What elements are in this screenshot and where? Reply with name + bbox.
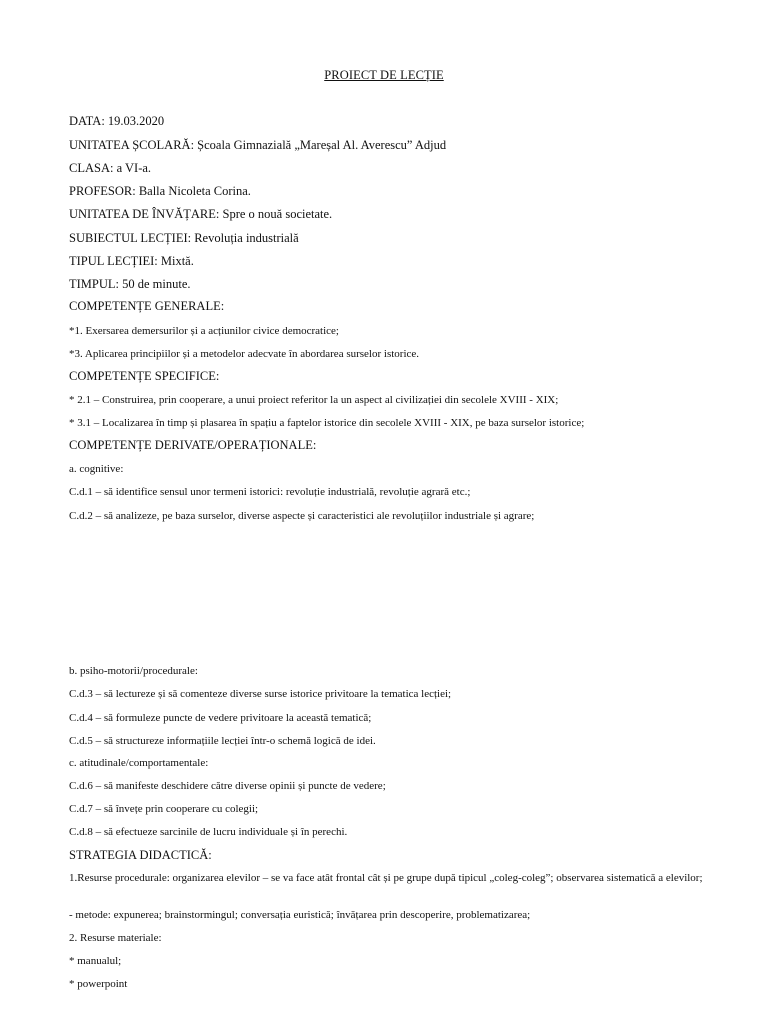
- material-item: * powerpoint: [69, 978, 128, 990]
- objective-item: C.d.4 – să formuleze puncte de vedere privitoare la această tematică;: [69, 712, 372, 724]
- subject-line: SUBIECTUL LECȚIEI: Revoluția industrială: [69, 231, 299, 245]
- attitudinal-label: c. atitudinale/comportamentale:: [69, 757, 209, 769]
- general-competences-heading: COMPETENȚE GENERALE:: [69, 299, 225, 313]
- methods-line: - metode: expunerea; brainstormingul; conversația euristică; învățarea prin descoperire, problematizarea;: [69, 909, 531, 921]
- procedural-label: b. psiho-motorii/procedurale:: [69, 665, 198, 677]
- specific-competence-item: * 3.1 – Localizarea în timp și plasarea în spațiu a faptelor istorice din secolele XVIII - XIX, pe baza surselor istorice;: [69, 417, 585, 429]
- objective-item: C.d.2 – să analizeze, pe baza surselor, diverse aspecte și caracteristici ale revoluțiilor industriale și agrare;: [69, 510, 535, 522]
- school-line: UNITATEA ȘCOLARĂ: Școala Gimnazială „Mareșal Al. Averescu” Adjud: [69, 138, 447, 152]
- lesson-type-line: TIPUL LECȚIEI: Mixtă.: [69, 254, 194, 268]
- time-line: TIMPUL: 50 de minute.: [69, 277, 191, 291]
- general-competence-item: *3. Aplicarea principiilor și a metodelor adecvate în abordarea surselor istorice.: [69, 348, 420, 360]
- objective-item: C.d.6 – să manifeste deschidere către diverse opinii și puncte de vedere;: [69, 780, 386, 792]
- teacher-line: PROFESOR: Balla Nicoleta Corina.: [69, 184, 251, 198]
- material-item: * manualul;: [69, 955, 122, 967]
- unit-line: UNITATEA DE ÎNVĂȚARE: Spre o nouă societate.: [69, 207, 333, 221]
- procedural-resources: 1.Resurse procedurale: organizarea elevilor – se va face atât frontal cât și pe grupe după tipicul „coleg-coleg”; observarea sistematică a elevilor;: [69, 872, 703, 884]
- derived-competences-heading: COMPETENȚE DERIVATE/OPERAȚIONALE:: [69, 438, 317, 452]
- objective-item: C.d.3 – să lectureze și să comenteze diverse surse istorice privitoare la tematica lecției;: [69, 688, 452, 700]
- specific-competences-heading: COMPETENȚE SPECIFICE:: [69, 369, 220, 383]
- class-line: CLASA: a VI-a.: [69, 161, 152, 175]
- material-resources-label: 2. Resurse materiale:: [69, 932, 162, 944]
- general-competence-item: *1. Exersarea demersurilor și a acțiunilor civice democratice;: [69, 325, 339, 337]
- objective-item: C.d.1 – să identifice sensul unor termeni istorici: revoluție industrială, revoluție agrară etc.;: [69, 486, 471, 498]
- specific-competence-item: * 2.1 – Construirea, prin cooperare, a unui proiect referitor la un aspect al civilizației din secolele XVIII - XIX;: [69, 394, 559, 406]
- date-line: DATA: 19.03.2020: [69, 114, 165, 128]
- objective-item: C.d.7 – să învețe prin cooperare cu colegii;: [69, 803, 259, 815]
- strategy-heading: STRATEGIA DIDACTICĂ:: [69, 848, 212, 862]
- cognitive-label: a. cognitive:: [69, 463, 124, 475]
- document-title: PROIECT DE LECȚIE: [324, 68, 444, 82]
- objective-item: C.d.5 – să structureze informațiile lecției într-o schemă logică de idei.: [69, 735, 376, 747]
- objective-item: C.d.8 – să efectueze sarcinile de lucru individuale și în perechi.: [69, 826, 348, 838]
